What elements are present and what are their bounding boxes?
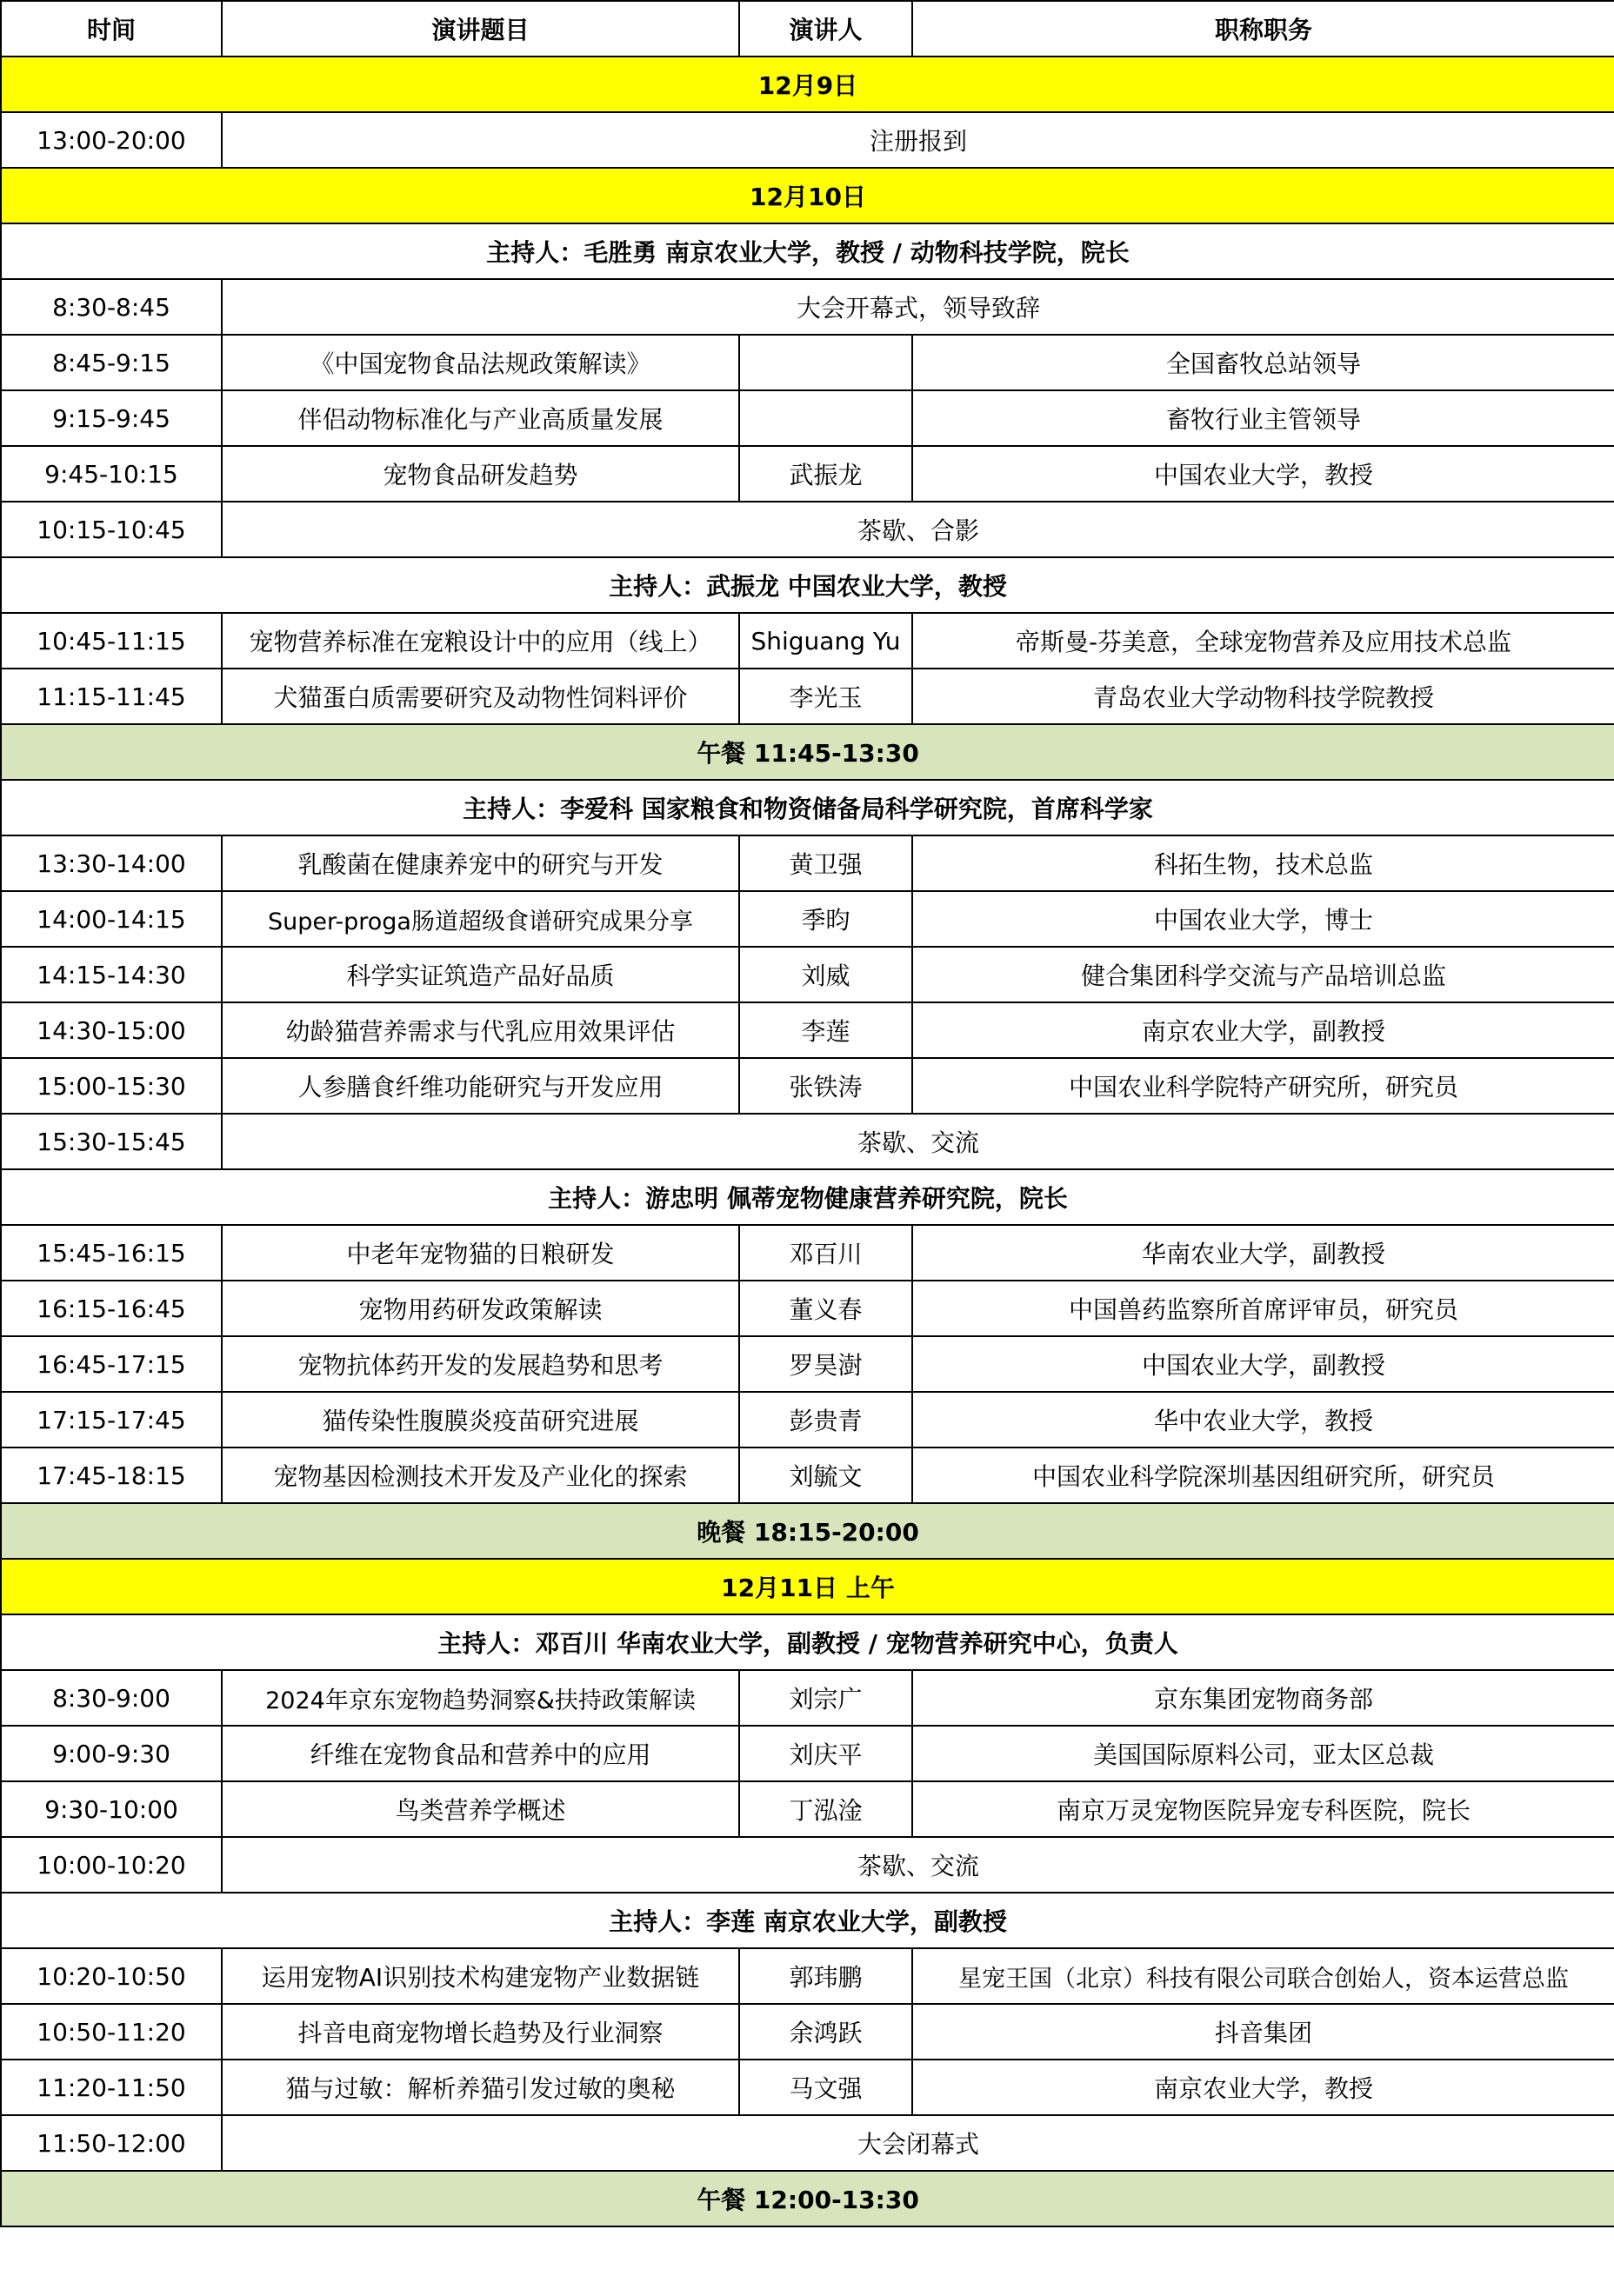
- talk-title: 纤维在宠物食品和营养中的应用: [222, 1726, 739, 1781]
- time-cell: 13:00-20:00: [1, 112, 222, 168]
- talk-title: 宠物营养标准在宠粮设计中的应用（线上）: [222, 613, 739, 669]
- speaker-name: 罗昊澍: [739, 1336, 912, 1392]
- talk-title: 科学实证筑造产品好品质: [222, 947, 739, 1002]
- agenda-body: [1, 57, 1614, 2226]
- time-cell: 17:45-18:15: [1, 1447, 222, 1503]
- speaker-name: 刘威: [739, 947, 912, 1002]
- talk-row: [1, 947, 1614, 1002]
- talk-row: [1, 613, 1614, 669]
- host-label: 主持人：李莲 南京农业大学，副教授: [1, 1893, 1614, 1948]
- speaker-role: 中国兽药监察所首席评审员，研究员: [912, 1281, 1614, 1336]
- speaker-role: 南京农业大学，教授: [912, 2060, 1614, 2115]
- speaker-role: 中国农业大学，副教授: [912, 1336, 1614, 1392]
- item-label: 茶歇、交流: [222, 1837, 1614, 1893]
- session-host-row: [1, 223, 1614, 279]
- day-header-row: [1, 57, 1614, 112]
- speaker-name: 张铁涛: [739, 1058, 912, 1114]
- time-cell: 14:30-15:00: [1, 1002, 222, 1058]
- host-label: 主持人：李爱科 国家粮食和物资储备局科学研究院，首席科学家: [1, 780, 1614, 835]
- talk-row: [1, 1948, 1614, 2004]
- talk-row: [1, 891, 1614, 947]
- speaker-name: 邓百川: [739, 1225, 912, 1281]
- time-cell: 11:20-11:50: [1, 2060, 222, 2115]
- talk-title: 鸟类营养学概述: [222, 1781, 739, 1837]
- speaker-name: 余鸿跃: [739, 2004, 912, 2060]
- time-cell: 15:45-16:15: [1, 1225, 222, 1281]
- speaker-role: 中国农业大学，博士: [912, 891, 1614, 947]
- time-cell: 15:00-15:30: [1, 1058, 222, 1114]
- talk-title: 中老年宠物猫的日粮研发: [222, 1225, 739, 1281]
- meal-break-row: [1, 1503, 1614, 1559]
- day-header-row: [1, 1559, 1614, 1614]
- time-cell: 8:30-8:45: [1, 279, 222, 335]
- talk-row: [1, 1726, 1614, 1781]
- time-cell: 10:50-11:20: [1, 2004, 222, 2060]
- talk-row: [1, 2004, 1614, 2060]
- speaker-name: 马文强: [739, 2060, 912, 2115]
- talk-title: 2024年京东宠物趋势洞察&扶持政策解读: [222, 1670, 739, 1726]
- agenda-item-row: [1, 1837, 1614, 1893]
- time-cell: 10:20-10:50: [1, 1948, 222, 2004]
- host-label: 主持人：毛胜勇 南京农业大学，教授 / 动物科技学院，院长: [1, 223, 1614, 279]
- day-label: 12月11日 上午: [1, 1559, 1614, 1614]
- talk-title: 猫与过敏：解析养猫引发过敏的奥秘: [222, 2060, 739, 2115]
- time-cell: 11:15-11:45: [1, 669, 222, 724]
- speaker-role: 畜牧行业主管领导: [912, 390, 1614, 446]
- talk-row: [1, 1781, 1614, 1837]
- speaker-role: 星宠王国（北京）科技有限公司联合创始人，资本运营总监: [912, 1948, 1614, 2004]
- talk-title: 猫传染性腹膜炎疫苗研究进展: [222, 1392, 739, 1447]
- talk-row: [1, 1225, 1614, 1281]
- speaker-role: 南京万灵宠物医院异宠专科医院，院长: [912, 1781, 1614, 1837]
- talk-title: 宠物抗体药开发的发展趋势和思考: [222, 1336, 739, 1392]
- meal-label: 午餐 11:45-13:30: [1, 724, 1614, 780]
- speaker-role: 健合集团科学交流与产品培训总监: [912, 947, 1614, 1002]
- agenda-item-row: [1, 279, 1614, 335]
- speaker-role: 科拓生物，技术总监: [912, 835, 1614, 891]
- speaker-name: 黄卫强: [739, 835, 912, 891]
- agenda-item-row: [1, 112, 1614, 168]
- agenda-item-row: [1, 2115, 1614, 2171]
- speaker-name: 丁泓淦: [739, 1781, 912, 1837]
- talk-row: [1, 1002, 1614, 1058]
- talk-row: [1, 835, 1614, 891]
- session-host-row: [1, 780, 1614, 835]
- talk-title: 《中国宠物食品法规政策解读》: [222, 335, 739, 390]
- speaker-role: 南京农业大学，副教授: [912, 1002, 1614, 1058]
- host-label: 主持人：邓百川 华南农业大学，副教授 / 宠物营养研究中心，负责人: [1, 1614, 1614, 1670]
- speaker-name: [739, 335, 912, 390]
- speaker-role: 华南农业大学，副教授: [912, 1225, 1614, 1281]
- time-cell: 17:15-17:45: [1, 1392, 222, 1447]
- time-cell: 9:00-9:30: [1, 1726, 222, 1781]
- item-label: 大会开幕式，领导致辞: [222, 279, 1614, 335]
- session-host-row: [1, 1614, 1614, 1670]
- day-label: 12月10日: [1, 168, 1614, 223]
- speaker-role: 中国农业科学院深圳基因组研究所，研究员: [912, 1447, 1614, 1503]
- day-header-row: [1, 168, 1614, 223]
- session-host-row: [1, 1169, 1614, 1225]
- time-cell: 13:30-14:00: [1, 835, 222, 891]
- talk-title: 宠物基因检测技术开发及产业化的探索: [222, 1447, 739, 1503]
- talk-row: [1, 669, 1614, 724]
- speaker-name: 董义春: [739, 1281, 912, 1336]
- speaker-role: 全国畜牧总站领导: [912, 335, 1614, 390]
- speaker-role: 中国农业科学院特产研究所，研究员: [912, 1058, 1614, 1114]
- speaker-name: 郭玮鹏: [739, 1948, 912, 2004]
- speaker-role: 青岛农业大学动物科技学院教授: [912, 669, 1614, 724]
- talk-title: 伴侣动物标准化与产业高质量发展: [222, 390, 739, 446]
- talk-row: [1, 335, 1614, 390]
- talk-title: 人参膳食纤维功能研究与开发应用: [222, 1058, 739, 1114]
- time-cell: 16:45-17:15: [1, 1336, 222, 1392]
- speaker-name: 刘毓文: [739, 1447, 912, 1503]
- time-cell: 15:30-15:45: [1, 1114, 222, 1169]
- talk-title: 宠物用药研发政策解读: [222, 1281, 739, 1336]
- time-cell: 14:00-14:15: [1, 891, 222, 947]
- talk-row: [1, 1447, 1614, 1503]
- speaker-role: 美国国际原料公司，亚太区总裁: [912, 1726, 1614, 1781]
- speaker-name: 刘庆平: [739, 1726, 912, 1781]
- item-label: 茶歇、交流: [222, 1114, 1614, 1169]
- session-host-row: [1, 557, 1614, 613]
- talk-row: [1, 390, 1614, 446]
- day-label: 12月9日: [1, 57, 1614, 112]
- header-speaker: 演讲人: [739, 1, 912, 57]
- speaker-name: Shiguang Yu: [739, 613, 912, 669]
- speaker-name: 刘宗广: [739, 1670, 912, 1726]
- talk-row: [1, 1281, 1614, 1336]
- header-role: 职称职务: [912, 1, 1614, 57]
- talk-title: 犬猫蛋白质需要研究及动物性饲料评价: [222, 669, 739, 724]
- time-cell: 8:45-9:15: [1, 335, 222, 390]
- time-cell: 10:15-10:45: [1, 502, 222, 557]
- time-cell: 10:45-11:15: [1, 613, 222, 669]
- speaker-name: 李莲: [739, 1002, 912, 1058]
- agenda-item-row: [1, 1114, 1614, 1169]
- talk-row: [1, 1670, 1614, 1726]
- host-label: 主持人：游忠明 佩蒂宠物健康营养研究院，院长: [1, 1169, 1614, 1225]
- speaker-name: 李光玉: [739, 669, 912, 724]
- talk-title: 抖音电商宠物增长趋势及行业洞察: [222, 2004, 739, 2060]
- header-row: [1, 1, 1614, 57]
- session-host-row: [1, 1893, 1614, 1948]
- speaker-name: [739, 390, 912, 446]
- talk-row: [1, 446, 1614, 502]
- agenda-item-row: [1, 502, 1614, 557]
- talk-row: [1, 1058, 1614, 1114]
- time-cell: 10:00-10:20: [1, 1837, 222, 1893]
- header-time: 时间: [1, 1, 222, 57]
- time-cell: 9:30-10:00: [1, 1781, 222, 1837]
- talk-row: [1, 1392, 1614, 1447]
- time-cell: 8:30-9:00: [1, 1670, 222, 1726]
- meal-label: 午餐 12:00-13:30: [1, 2171, 1614, 2226]
- item-label: 茶歇、合影: [222, 502, 1614, 557]
- talk-title: 乳酸菌在健康养宠中的研究与开发: [222, 835, 739, 891]
- time-cell: 11:50-12:00: [1, 2115, 222, 2171]
- time-cell: 9:45-10:15: [1, 446, 222, 502]
- meal-label: 晚餐 18:15-20:00: [1, 1503, 1614, 1559]
- talk-row: [1, 1336, 1614, 1392]
- talk-title: 宠物食品研发趋势: [222, 446, 739, 502]
- meal-break-row: [1, 2171, 1614, 2226]
- time-cell: 9:15-9:45: [1, 390, 222, 446]
- host-label: 主持人：武振龙 中国农业大学，教授: [1, 557, 1614, 613]
- talk-title: Super-proga肠道超级食谱研究成果分享: [222, 891, 739, 947]
- talk-row: [1, 2060, 1614, 2115]
- speaker-role: 华中农业大学，教授: [912, 1392, 1614, 1447]
- speaker-name: 彭贵青: [739, 1392, 912, 1447]
- speaker-role: 中国农业大学，教授: [912, 446, 1614, 502]
- time-cell: 14:15-14:30: [1, 947, 222, 1002]
- header-title: 演讲题目: [222, 1, 739, 57]
- talk-title: 运用宠物AI识别技术构建宠物产业数据链: [222, 1948, 739, 2004]
- speaker-name: 武振龙: [739, 446, 912, 502]
- talk-title: 幼龄猫营养需求与代乳应用效果评估: [222, 1002, 739, 1058]
- speaker-role: 帝斯曼-芬美意，全球宠物营养及应用技术总监: [912, 613, 1614, 669]
- item-label: 注册报到: [222, 112, 1614, 168]
- item-label: 大会闭幕式: [222, 2115, 1614, 2171]
- speaker-role: 抖音集团: [912, 2004, 1614, 2060]
- speaker-role: 京东集团宠物商务部: [912, 1670, 1614, 1726]
- speaker-name: 季昀: [739, 891, 912, 947]
- meal-break-row: [1, 724, 1614, 780]
- time-cell: 16:15-16:45: [1, 1281, 222, 1336]
